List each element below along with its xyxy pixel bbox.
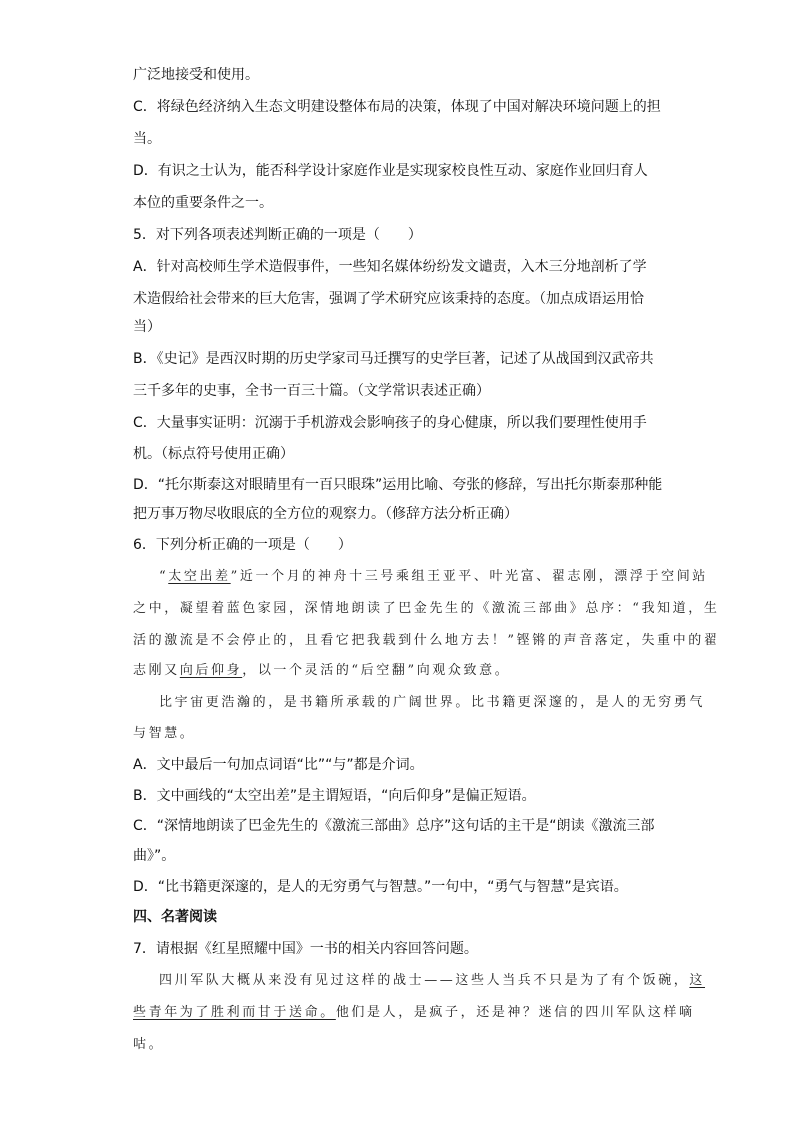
passage-line [159,972,705,990]
text-segment: 广泛地接受和使用。 [133,67,259,83]
text-segment: 本位的重要条件之一。 [133,195,273,211]
passage-line [133,725,195,743]
text-segment: 5．对下列各项表述判断正确的一项是（ ） [133,227,422,243]
passage-line [133,1036,164,1054]
text-line [133,382,490,400]
text-segment: B．《史记》是西汉时期的历史学家司马迁撰写的史学巨著，记述了从战国到汉武帝共 [133,351,654,367]
text-segment: 6．下列分析正确的一项是（ ） [133,537,352,553]
text-segment: A．文中最后一句加点词语“比”“与”都是介词。 [133,757,424,773]
text-segment: 四川军队大概从来没有见过这样的战士——这些人当兵不只是为了有个饭碗， [159,973,690,988]
text-line [133,476,662,494]
section-heading [133,908,217,926]
text-segment: 咕。 [133,1037,165,1052]
text-line [133,445,294,463]
text-line [133,66,259,84]
passage-line [159,694,705,712]
text-segment: 当。 [133,131,161,147]
text-line [133,318,161,336]
passage-line [133,632,719,650]
passage-line [133,662,510,680]
text-line [133,536,352,554]
text-segment: A．针对高校师生学术造假事件，一些知名媒体纷纷发文谴责，入木三分地剖析了学 [133,259,647,275]
underlined-text: 向后仰身 [179,663,243,678]
text-segment: 术造假给社会带来的巨大危害，强调了学术研究应该秉持的态度。（加点成语运用恰 [133,291,644,307]
text-line [133,414,647,432]
text-segment: 7．请根据《红星照耀中国》一书的相关内容回答问题。 [133,941,478,957]
text-line [133,290,644,308]
text-segment: 机。（标点符号使用正确） [133,446,294,462]
text-line [133,817,655,835]
passage-line [133,600,719,618]
underlined-text: 这 [689,973,706,988]
text-segment: ，以一个灵活的“后空翻”向观众致意。 [242,663,511,678]
text-line [133,940,478,958]
text-line [133,130,161,148]
text-segment: 三千多年的史事，全书一百三十篇。（文学常识表述正确） [133,383,490,399]
underlined-text: 些青年为了胜利而甘于送命。 [133,1005,336,1020]
text-segment: 之中，凝望着蓝色家园，深情地朗读了巴金先生的《激流三部曲》总序：“我知道，生 [133,601,720,616]
text-line [133,258,647,276]
text-line [133,787,536,805]
text-line [133,98,661,116]
text-segment: D．有识之士认为，能否科学设计家庭作业是实现家校良性互动、家庭作业回归育人 [133,163,648,179]
passage-line [133,1004,695,1022]
text-segment: 他们是人，是疯子，还是神？迷信的四川军队这样嘀 [335,1005,695,1020]
text-segment: D．“托尔斯泰这对眼睛里有一百只眼珠”运用比喻、夸张的修辞，写出托尔斯泰那种能 [133,477,663,493]
text-segment: C．大量事实证明：沉溺于手机游戏会影响孩子的身心健康，所以我们要理性使用手 [133,415,647,431]
text-segment: C．“深情地朗读了巴金先生的《激流三部曲》总序”这句话的主干是“朗读《激流三部 [133,818,655,834]
text-segment: 把万事万物尽收眼底的全方位的观察力。（修辞方法分析正确） [133,506,518,522]
text-segment: 四、名著阅读 [133,909,217,925]
text-segment: D．“比书籍更深邃的，是人的无穷勇气与智慧。”一句中，“勇气与智慧”是宾语。 [133,879,628,895]
text-segment: 志刚又 [133,663,180,678]
text-segment: B．文中画线的“太空出差”是主谓短语，“向后仰身”是偏正短语。 [133,788,536,804]
text-segment: ”近一个月的神舟十三号乘组王亚平、叶光富、翟志刚，漂浮于空间站 [230,569,708,584]
text-line [133,756,424,774]
text-line [133,194,273,212]
text-segment: 比宇宙更浩瀚的，是书籍所承载的广阔世界。比书籍更深邃的，是人的无穷勇气 [159,695,706,710]
passage-line [159,568,708,586]
text-segment: C．将绿色经济纳入生态文明建设整体布局的决策，体现了中国对解决环境问题上的担 [133,99,661,115]
text-line [133,162,648,180]
text-line [133,350,654,368]
text-line [133,878,628,896]
underlined-text: 太空出差 [168,569,231,584]
text-segment: 与智慧。 [133,726,196,741]
text-segment: 当） [133,319,161,335]
text-line [133,505,518,523]
text-segment: 活的激流是不会停止的，且看它把我载到什么地方去！”铿锵的声音落定，失重中的翟 [133,633,720,648]
text-segment: “ [159,569,169,584]
text-segment: 曲》”。 [133,848,176,864]
text-line [133,847,175,865]
text-line [133,226,422,244]
